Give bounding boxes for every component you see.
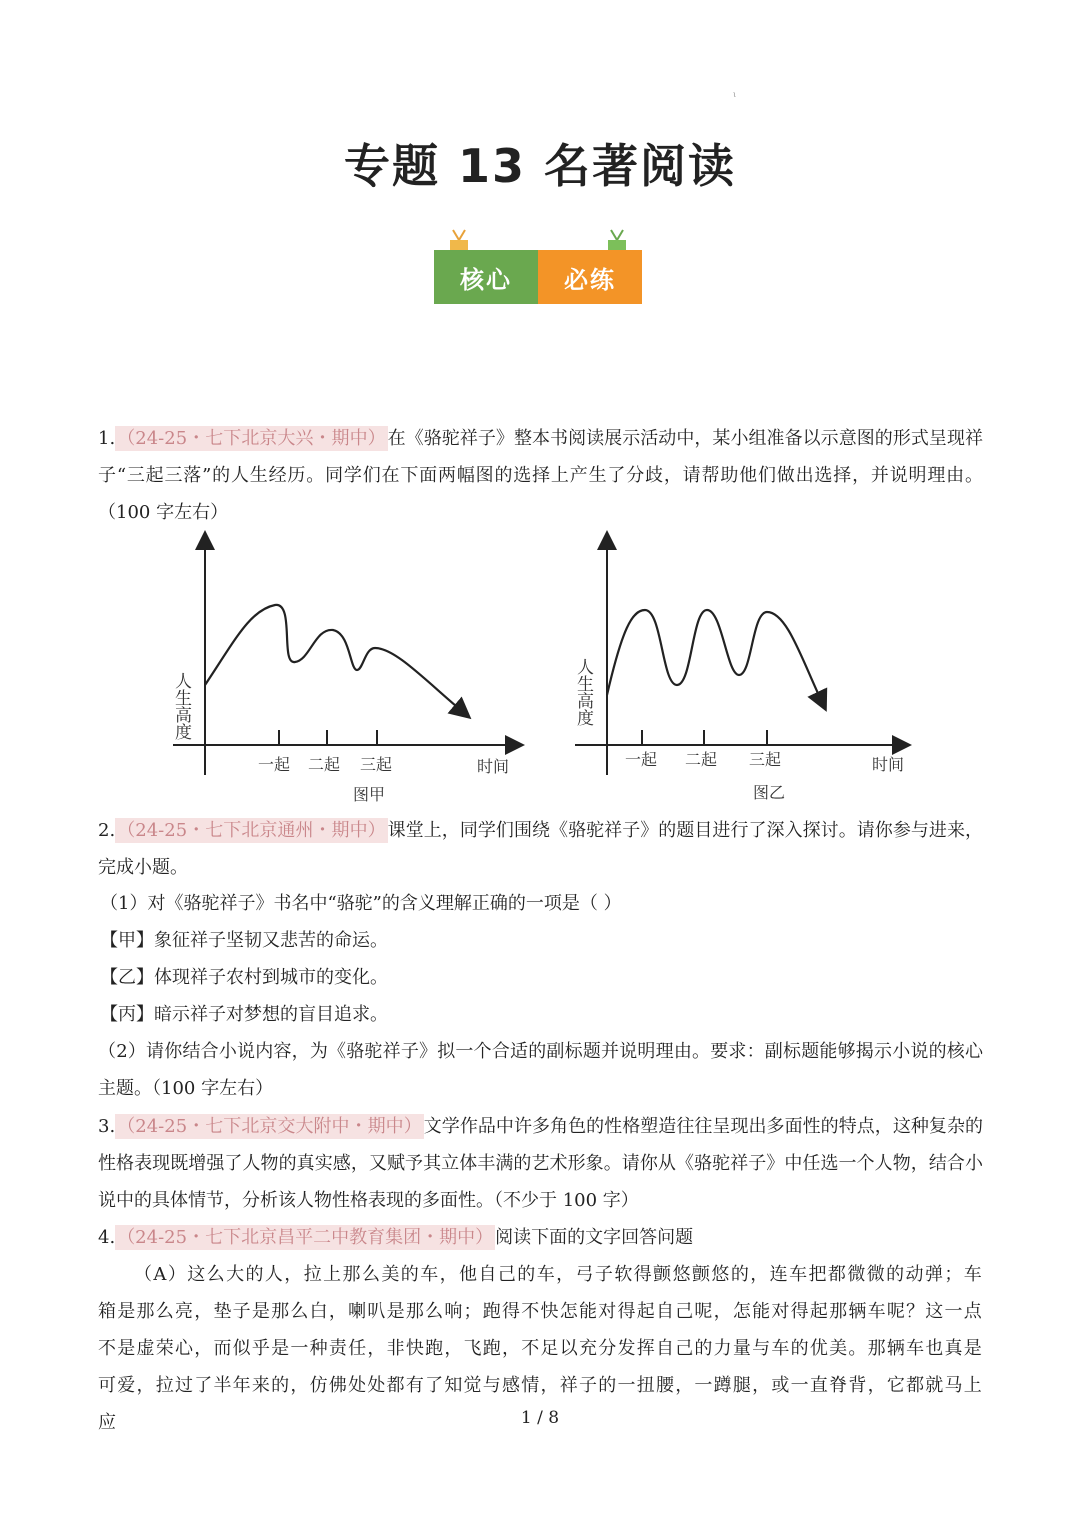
life-curve bbox=[607, 610, 822, 702]
question-2 bbox=[98, 812, 983, 886]
life-curve bbox=[205, 605, 463, 712]
question-number: 3. bbox=[98, 1116, 116, 1137]
source-tag: （24-25・七下北京昌平二中教育集团・期中） bbox=[117, 1227, 494, 1248]
question-number: 1. bbox=[98, 428, 116, 449]
question-text: 课堂上，同学们围绕《骆驼祥子》的题目进行了深入探讨。请你参与进来，完成小题。 bbox=[98, 820, 984, 878]
page-number: 1 / 8 bbox=[520, 1408, 560, 1428]
page-title: 专题 13 名著阅读 bbox=[343, 139, 737, 193]
x-axis-label: 时间 bbox=[477, 757, 510, 776]
header-mark: ι bbox=[733, 90, 737, 99]
x-axis-label: 时间 bbox=[872, 755, 905, 774]
question-number: 2. bbox=[98, 820, 116, 841]
option-bing: 【丙】暗示祥子对梦想的盲目追求。 bbox=[100, 1004, 388, 1025]
tick-label: 三起 bbox=[360, 755, 393, 774]
question-text: 在《骆驼祥子》整本书阅读展示活动中，某小组准备以示意图的形式呈现祥子“三起三落”的人生经历。同学们在下面两幅图的选择上产生了分歧，请帮助他们做出选择，并说明理由。（100 字左右） bbox=[98, 428, 984, 523]
question-1 bbox=[98, 420, 983, 531]
chart-caption: 图甲 bbox=[353, 785, 386, 804]
y-axis-label: 人生高度 bbox=[573, 658, 593, 726]
source-tag: （24-25・七下北京通州・期中） bbox=[117, 820, 386, 841]
question-4 bbox=[98, 1219, 983, 1256]
tick-label: 一起 bbox=[625, 750, 658, 769]
badge-core: 核心 bbox=[434, 250, 538, 304]
source-tag: （24-25・七下北京大兴・期中） bbox=[117, 428, 386, 449]
tick-label: 二起 bbox=[685, 750, 718, 769]
question-number: 4. bbox=[98, 1227, 116, 1248]
question-text: 阅读下面的文字回答问题 bbox=[495, 1227, 694, 1248]
option-yi: 【乙】体现祥子农村到城市的变化。 bbox=[100, 967, 388, 988]
chart-yi bbox=[567, 530, 937, 810]
sub-question-1: （1）对《骆驼祥子》书名中“骆驼”的含义理解正确的一项是（ ） bbox=[100, 893, 622, 914]
reading-passage: （A）这么大的人，拉上那么美的车，他自己的车，弓子软得颤悠颤悠的，连车把都微微的动弹；车箱是那么亮，垫子是那么白，喇叭是那么响；跑得不快怎能对得起自己呢，怎能对得起那辆车呢？这一点不是虚荣心，而似乎是一种责任，非快跑，飞跑，不足以充分发挥自己的力量与车的优美。那辆车也真是可爱，拉过了半年来的，仿佛处处都有了知觉与感情，祥子的一扭腰，一蹲腿，或一直脊背，它都就马上应 bbox=[98, 1264, 983, 1433]
y-axis-label: 人生高度 bbox=[171, 672, 191, 740]
chart-caption: 图乙 bbox=[753, 783, 786, 802]
core-practice-badge bbox=[434, 228, 642, 308]
question-text: 文学作品中许多角色的性格塑造往往呈现出多面性的特点，这种复杂的性格表现既增强了人物的真实感，又赋予其立体丰满的艺术形象。请你从《骆驼祥子》中任选一个人物，结合小说中的具体情节，分析该人物性格表现的多面性。（不少于 100 字） bbox=[98, 1116, 984, 1211]
tick-label: 三起 bbox=[749, 750, 782, 769]
question-3 bbox=[98, 1108, 983, 1219]
badge-practice: 必练 bbox=[538, 250, 642, 304]
sub-question-2: （2）请你结合小说内容，为《骆驼祥子》拟一个合适的副标题并说明理由。要求：副标题能够揭示小说的核心主题。（100 字左右） bbox=[98, 1041, 983, 1099]
source-tag: （24-25・七下北京交大附中・期中） bbox=[117, 1116, 422, 1137]
tick-label: 一起 bbox=[258, 755, 291, 774]
option-jia: 【甲】象征祥子坚韧又悲苦的命运。 bbox=[100, 930, 388, 951]
tick-label: 二起 bbox=[308, 755, 341, 774]
chart-jia bbox=[165, 530, 535, 810]
